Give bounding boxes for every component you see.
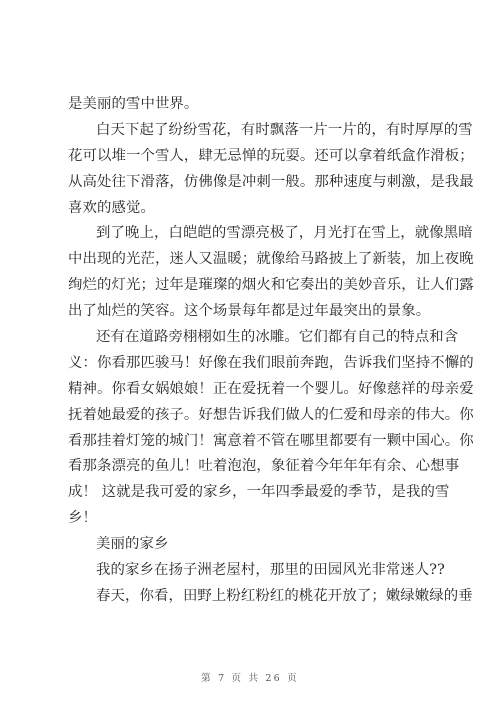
text-line: 是美丽的雪中世界。 [68, 96, 199, 112]
page-number-footer: 第 7 页 共 26 页 [201, 673, 299, 684]
text-line: 春天，你看，田野上粉红粉红的桃花开放了；嫩绿嫩绿的垂 [96, 587, 473, 604]
text-line: 出了灿烂的笑容。这个场景每年都是过年最突出的景象。 [68, 303, 431, 320]
body-text [68, 92, 474, 610]
text-line: 看那条漂亮的鱼儿！吐着泡泡，象征着今年年年有余、心想事 [68, 458, 460, 475]
text-line: 还有在道路旁栩栩如生的冰雕。它们都有自己的特点和含 [96, 329, 459, 346]
text-line: 成！ 这就是我可爱的家乡，一年四季最爱的季节，是我的雪 [68, 484, 450, 501]
text-line: 到了晚上，白皑皑的雪漂亮极了，月光打在雪上，就像黑暗 [96, 225, 473, 242]
text-line: 乡！ [68, 510, 97, 527]
text-line: 喜欢的感觉。 [68, 199, 155, 216]
text-line: 从高处往下滑落，仿佛像是冲刺一般。那种速度与刺激，是我最 [68, 173, 474, 190]
text-line: 中出现的光茫，迷人又温暖；就像给马路披上了新装，加上夜晚 [68, 251, 474, 268]
text-line: 花可以堆一个雪人，肆无忌惮的玩耍。还可以拿着纸盒作滑板； [68, 147, 474, 164]
text-line: 我的家乡在扬子洲老屋村，那里的田园风光非常迷人?? [96, 562, 445, 579]
text-line: 义：你看那匹骏马！好像在我们眼前奔跑，告诉我们坚持不懈的 [68, 354, 474, 371]
text-line: 白天下起了纷纷雪花，有时飘落一片一片的，有时厚厚的雪 [96, 121, 473, 138]
text-line: 看那挂着灯笼的城门！寓意着不管在哪里都要有一颗中国心。你 [68, 432, 474, 449]
text-line: 精神。你看女娲娘娘！正在爱抚着一个婴儿。好像慈祥的母亲爱 [68, 380, 474, 397]
text-line: 绚烂的灯光；过年是璀璨的烟火和它奏出的美妙音乐，让人们露 [68, 277, 474, 294]
section-heading: 美丽的家乡 [96, 536, 169, 553]
text-line: 抚着她最爱的孩子。好想告诉我们做人的仁爱和母亲的伟大。你 [68, 406, 474, 423]
